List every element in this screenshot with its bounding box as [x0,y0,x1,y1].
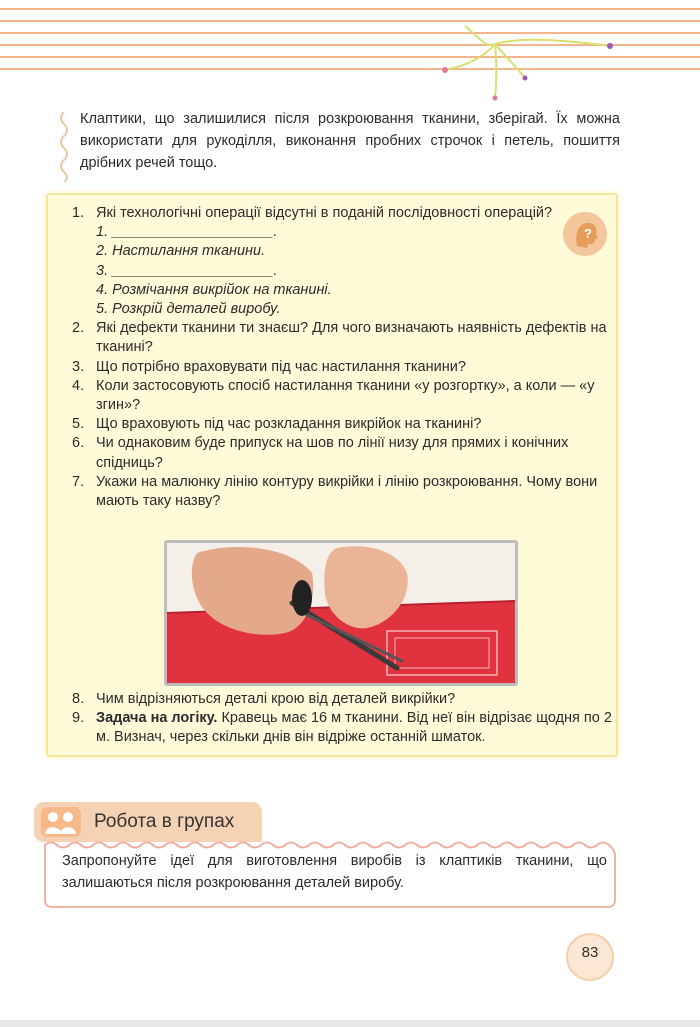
question-item [72,473,612,511]
sequence-list [72,223,612,319]
question-item [72,709,612,747]
question-number: 3. [72,358,85,375]
question-text: Що потрібно враховувати під час настилання тканини? [96,358,466,375]
logic-task-label: Задача на логіку. [96,710,218,727]
svg-text:?: ? [584,226,592,241]
questions-list-continued [72,690,612,748]
group-work-title: Робота в групах [94,811,235,832]
question-text: Чим відрізняються деталі крою від деталей викрійки? [96,691,456,707]
sequence-step: 1. ____________________. [96,224,278,241]
question-item [72,204,612,223]
question-text: Кравець має 16 м тканини. Від неї він відрізає щодня по 2 м. Визнач, через скільки днів він відріже останній шматок. [96,710,612,746]
question-text: Укажи на малюнку лінію контуру викрійки і лінію розкроювання. Чому вони мають таку назву? [96,473,598,510]
bottom-edge [0,1020,700,1027]
page-number: 83 [581,944,599,961]
sequence-step: 4. Розмічання викрійок на тканині. [96,281,332,298]
question-item [72,690,612,709]
question-item [72,434,612,472]
wavy-line-decoration [55,112,73,182]
sequence-step: 5. Розкрій деталей виробу. [96,301,281,318]
question-text: Які дефекти тканини ти знаєш? Для чого визначають наявність дефектів на тканині? [96,320,607,356]
group-people-icon [40,806,82,838]
question-text: Чи однаковим буде припуск на шов по лінії низу для прямих і конічних спідниць? [96,435,569,471]
question-number: 1. [72,205,85,221]
question-number: 2. [72,320,85,337]
question-number: 6. [72,435,85,452]
question-number: 4. [72,377,85,394]
question-text: Що враховують під час розкладання викрійок на тканині? [96,416,482,433]
fabric-cutting-illustration [167,543,515,683]
sequence-step: 3. ____________________. [96,262,278,279]
question-item [72,358,612,377]
fabric-cutting-photo [164,540,518,686]
question-item [72,377,612,415]
question-number: 8. [72,691,85,707]
question-item [72,415,612,434]
question-number: 9. [72,710,85,727]
question-text: Коли застосовують спосіб настилання тканини «у розгортку», а коли — «у згин»? [96,377,595,414]
question-item [72,319,612,357]
ribbon-bow-icon [425,18,625,108]
question-text: Які технологічні операції відсутні в поданій послідовності операцій? [96,205,553,221]
question-number: 5. [72,416,85,433]
questions-list [72,204,612,511]
intro-paragraph: Клаптики, що залишилися після розкроювання тканини, зберігай. Їх можна використати для рукоділля, виконання пробних строчок і петель, пошиття дрібних речей тощо. [80,111,620,171]
question-number: 7. [72,473,85,490]
sequence-step: 2. Настилання тканини. [96,243,266,260]
group-work-text: Запропонуйте ідеї для виготовлення виробів із клаптиків тканини, що залишаються після розкроювання деталей виробу. [62,853,607,891]
